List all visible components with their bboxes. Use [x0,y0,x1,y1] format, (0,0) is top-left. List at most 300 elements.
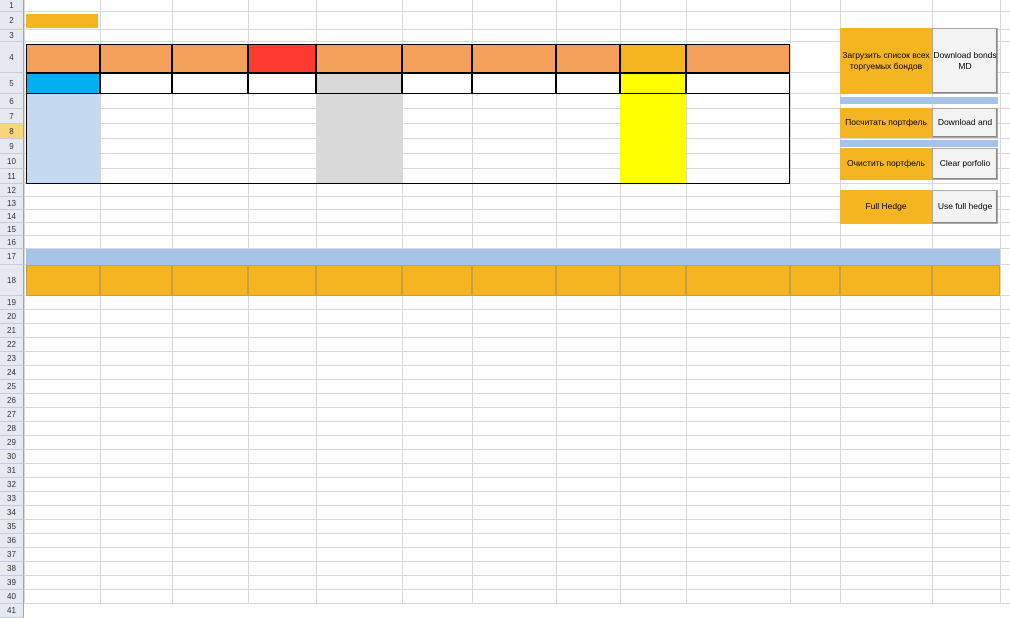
total-value-7[interactable] [620,73,686,94]
summary-cell-6[interactable] [556,94,620,109]
bond-cell[interactable] [100,464,172,478]
summary-cell-2[interactable] [248,109,316,124]
summary-cell-0[interactable] [100,139,172,154]
summary-cell-8[interactable] [686,169,790,184]
bond-cell[interactable] [686,450,790,464]
bond-cell[interactable] [402,450,472,464]
summary-cell-4[interactable] [402,124,472,139]
summary-cell-3[interactable] [316,124,402,139]
bond-cell[interactable] [790,380,840,394]
bond-cell[interactable] [932,492,1000,506]
bond-cell[interactable] [840,310,932,324]
bond-cell[interactable] [932,520,1000,534]
summary-cell-5[interactable] [472,139,556,154]
bond-cell[interactable] [790,520,840,534]
bond-cell[interactable] [248,338,316,352]
summary-cell-1[interactable] [172,169,248,184]
bond-cell[interactable] [172,380,248,394]
bond-cell[interactable] [472,492,556,506]
bond-cell[interactable] [556,506,620,520]
bond-cell[interactable] [248,310,316,324]
row-header[interactable]: 8 [0,124,24,139]
bond-cell[interactable] [248,366,316,380]
bond-cell[interactable] [472,310,556,324]
summary-cell-0[interactable] [100,94,172,109]
summary-cell-6[interactable] [556,169,620,184]
total-value-2[interactable] [248,73,316,94]
bond-cell[interactable] [840,492,932,506]
bond-cell[interactable] [248,352,316,366]
row-header[interactable]: 1 [0,0,24,12]
bond-cell[interactable] [620,324,686,338]
summary-cell-1[interactable] [172,124,248,139]
summary-cell-0[interactable] [100,124,172,139]
bond-cell[interactable] [686,478,790,492]
bond-cell[interactable] [100,408,172,422]
bond-cell[interactable] [402,478,472,492]
bond-cell[interactable] [402,520,472,534]
row-header[interactable]: 4 [0,42,24,73]
bond-cell[interactable] [248,534,316,548]
bond-cell[interactable] [686,492,790,506]
bond-isin[interactable] [26,548,100,562]
bond-cell[interactable] [402,352,472,366]
bond-cell[interactable] [316,380,402,394]
bond-cell[interactable] [620,422,686,436]
bond-cell[interactable] [100,506,172,520]
bond-cell[interactable] [840,394,932,408]
bond-cell[interactable] [100,394,172,408]
summary-cell-2[interactable] [248,154,316,169]
summary-cell-4[interactable] [402,139,472,154]
summary-cell-7[interactable] [620,124,686,139]
bond-cell[interactable] [100,338,172,352]
total-value-1[interactable] [172,73,248,94]
bond-cell[interactable] [620,492,686,506]
row-header[interactable]: 11 [0,169,24,184]
summary-cell-3[interactable] [316,94,402,109]
summary-cell-4[interactable] [402,109,472,124]
bond-cell[interactable] [556,492,620,506]
bond-cell[interactable] [402,464,472,478]
bond-cell[interactable] [248,548,316,562]
row-header[interactable]: 31 [0,464,24,478]
bond-cell[interactable] [472,408,556,422]
total-value-0[interactable] [100,73,172,94]
summary-cell-5[interactable] [472,94,556,109]
bond-cell[interactable] [172,492,248,506]
bond-cell[interactable] [472,506,556,520]
bond-cell[interactable] [172,310,248,324]
bond-cell[interactable] [620,352,686,366]
bond-cell[interactable] [472,436,556,450]
bond-cell[interactable] [790,422,840,436]
bond-cell[interactable] [840,478,932,492]
summary-cell-1[interactable] [172,94,248,109]
total-value-5[interactable] [472,73,556,94]
row-header[interactable]: 13 [0,197,24,210]
bond-cell[interactable] [248,380,316,394]
summary-cell-7[interactable] [620,94,686,109]
bond-cell[interactable] [316,492,402,506]
bond-isin[interactable] [26,422,100,436]
bond-cell[interactable] [100,366,172,380]
bond-cell[interactable] [316,338,402,352]
bond-isin[interactable] [26,394,100,408]
bond-cell[interactable] [316,464,402,478]
row-header[interactable]: 14 [0,210,24,223]
bond-cell[interactable] [790,352,840,366]
bond-cell[interactable] [686,436,790,450]
bond-cell[interactable] [790,450,840,464]
summary-cell-5[interactable] [472,169,556,184]
bond-cell[interactable] [620,450,686,464]
bond-cell[interactable] [316,408,402,422]
bond-cell[interactable] [556,310,620,324]
bond-cell[interactable] [686,310,790,324]
bond-cell[interactable] [172,352,248,366]
row-header[interactable]: 20 [0,310,24,324]
bond-cell[interactable] [556,534,620,548]
bond-cell[interactable] [790,478,840,492]
summary-cell-3[interactable] [316,109,402,124]
bond-cell[interactable] [402,380,472,394]
bond-cell[interactable] [620,408,686,422]
bond-cell[interactable] [840,366,932,380]
bond-cell[interactable] [472,534,556,548]
bond-cell[interactable] [402,506,472,520]
bond-isin[interactable] [26,338,100,352]
bond-cell[interactable] [472,422,556,436]
bond-isin[interactable] [26,520,100,534]
row-header[interactable]: 18 [0,265,24,296]
row-header[interactable]: 5 [0,73,24,94]
row-header[interactable]: 6 [0,94,24,109]
bond-cell[interactable] [932,338,1000,352]
row-header[interactable]: 34 [0,506,24,520]
bond-isin[interactable] [26,464,100,478]
summary-cell-6[interactable] [556,139,620,154]
summary-cell-6[interactable] [556,124,620,139]
summary-cell-3[interactable] [316,139,402,154]
bond-cell[interactable] [248,464,316,478]
bond-cell[interactable] [472,548,556,562]
bond-cell[interactable] [686,324,790,338]
bond-cell[interactable] [248,408,316,422]
bond-cell[interactable] [932,408,1000,422]
summary-cell-2[interactable] [248,139,316,154]
bond-cell[interactable] [100,548,172,562]
summary-cell-7[interactable] [620,139,686,154]
row-header[interactable]: 27 [0,408,24,422]
bond-cell[interactable] [402,310,472,324]
bond-cell[interactable] [556,408,620,422]
bond-cell[interactable] [100,352,172,366]
bond-cell[interactable] [472,464,556,478]
bond-cell[interactable] [316,436,402,450]
summary-cell-3[interactable] [316,169,402,184]
row-header[interactable]: 38 [0,562,24,576]
bond-cell[interactable] [172,450,248,464]
bond-cell[interactable] [172,422,248,436]
bond-cell[interactable] [172,436,248,450]
bond-cell[interactable] [248,478,316,492]
bond-cell[interactable] [402,534,472,548]
bond-isin[interactable] [26,506,100,520]
row-header[interactable]: 35 [0,520,24,534]
bond-cell[interactable] [932,548,1000,562]
bond-cell[interactable] [316,422,402,436]
bond-cell[interactable] [556,450,620,464]
summary-cell-1[interactable] [172,154,248,169]
bond-cell[interactable] [790,338,840,352]
bond-cell[interactable] [100,324,172,338]
bond-cell[interactable] [316,478,402,492]
bond-cell[interactable] [790,366,840,380]
bond-cell[interactable] [790,548,840,562]
bond-cell[interactable] [620,436,686,450]
bond-cell[interactable] [316,310,402,324]
bond-cell[interactable] [472,352,556,366]
bond-isin[interactable] [26,450,100,464]
bond-cell[interactable] [932,352,1000,366]
bond-cell[interactable] [172,338,248,352]
summary-cell-7[interactable] [620,169,686,184]
bond-isin[interactable] [26,324,100,338]
row-header[interactable]: 17 [0,249,24,265]
bond-cell[interactable] [840,380,932,394]
row-header[interactable]: 30 [0,450,24,464]
bond-cell[interactable] [620,464,686,478]
bond-isin[interactable] [26,492,100,506]
bond-cell[interactable] [932,506,1000,520]
bond-cell[interactable] [472,338,556,352]
row-header[interactable]: 24 [0,366,24,380]
summary-cell-8[interactable] [686,154,790,169]
bond-cell[interactable] [840,520,932,534]
bond-cell[interactable] [316,352,402,366]
bond-cell[interactable] [402,492,472,506]
bond-cell[interactable] [840,464,932,478]
bond-cell[interactable] [790,492,840,506]
bond-cell[interactable] [316,520,402,534]
bond-cell[interactable] [932,324,1000,338]
bond-cell[interactable] [620,394,686,408]
bond-isin[interactable] [26,352,100,366]
bond-cell[interactable] [840,422,932,436]
bond-cell[interactable] [172,520,248,534]
summary-cell-3[interactable] [316,154,402,169]
bond-cell[interactable] [556,366,620,380]
bond-isin[interactable] [26,478,100,492]
date-value[interactable] [100,14,172,28]
bond-cell[interactable] [172,548,248,562]
bond-cell[interactable] [840,436,932,450]
summary-cell-7[interactable] [620,109,686,124]
bond-isin[interactable] [26,380,100,394]
row-header[interactable]: 22 [0,338,24,352]
bond-cell[interactable] [402,394,472,408]
bond-cell[interactable] [472,366,556,380]
bond-cell[interactable] [100,520,172,534]
row-header[interactable]: 3 [0,30,24,42]
bond-cell[interactable] [932,380,1000,394]
bond-cell[interactable] [790,436,840,450]
row-header[interactable]: 12 [0,184,24,197]
bond-cell[interactable] [172,478,248,492]
bond-cell[interactable] [248,506,316,520]
bond-cell[interactable] [790,310,840,324]
total-value-8[interactable] [686,73,790,94]
summary-cell-2[interactable] [248,94,316,109]
bond-cell[interactable] [840,450,932,464]
bond-cell[interactable] [840,548,932,562]
bond-cell[interactable] [790,324,840,338]
bond-cell[interactable] [686,506,790,520]
bond-cell[interactable] [556,520,620,534]
bond-cell[interactable] [686,338,790,352]
bond-cell[interactable] [556,436,620,450]
row-header[interactable]: 2 [0,12,24,30]
summary-cell-8[interactable] [686,109,790,124]
bond-cell[interactable] [686,520,790,534]
bond-cell[interactable] [620,506,686,520]
bond-cell[interactable] [316,366,402,380]
row-header[interactable]: 26 [0,394,24,408]
bond-cell[interactable] [686,408,790,422]
bond-cell[interactable] [100,310,172,324]
bond-cell[interactable] [472,450,556,464]
bond-cell[interactable] [686,548,790,562]
total-value-4[interactable] [402,73,472,94]
summary-cell-7[interactable] [620,154,686,169]
bond-cell[interactable] [932,534,1000,548]
bond-cell[interactable] [556,338,620,352]
row-header[interactable]: 29 [0,436,24,450]
summary-cell-5[interactable] [472,109,556,124]
bond-cell[interactable] [248,436,316,450]
row-header[interactable]: 21 [0,324,24,338]
bond-cell[interactable] [556,422,620,436]
row-header[interactable]: 41 [0,604,24,618]
bond-cell[interactable] [790,464,840,478]
bond-cell[interactable] [172,324,248,338]
bond-cell[interactable] [620,520,686,534]
row-header[interactable]: 15 [0,223,24,236]
bond-cell[interactable] [686,352,790,366]
bond-cell[interactable] [932,478,1000,492]
row-header[interactable]: 25 [0,380,24,394]
summary-cell-5[interactable] [472,154,556,169]
bond-cell[interactable] [840,408,932,422]
summary-cell-0[interactable] [100,109,172,124]
bond-cell[interactable] [172,464,248,478]
bond-cell[interactable] [840,338,932,352]
bond-cell[interactable] [316,324,402,338]
bond-cell[interactable] [932,422,1000,436]
bond-cell[interactable] [172,506,248,520]
action-button-0[interactable]: Download bonds MD [932,28,998,94]
row-header[interactable]: 39 [0,576,24,590]
row-header[interactable]: 37 [0,548,24,562]
bond-cell[interactable] [556,380,620,394]
summary-cell-4[interactable] [402,94,472,109]
bond-cell[interactable] [932,464,1000,478]
bond-cell[interactable] [556,352,620,366]
bond-cell[interactable] [620,478,686,492]
bond-cell[interactable] [248,394,316,408]
bond-cell[interactable] [932,450,1000,464]
row-header[interactable]: 23 [0,352,24,366]
bond-cell[interactable] [316,506,402,520]
summary-cell-5[interactable] [472,124,556,139]
bond-cell[interactable] [620,338,686,352]
summary-cell-8[interactable] [686,94,790,109]
bond-cell[interactable] [100,436,172,450]
row-header[interactable]: 10 [0,154,24,169]
bond-cell[interactable] [402,548,472,562]
bond-cell[interactable] [172,408,248,422]
bond-cell[interactable] [100,450,172,464]
action-button-2[interactable]: Clear porfolio [932,148,998,180]
bond-cell[interactable] [620,548,686,562]
bond-cell[interactable] [248,492,316,506]
bond-cell[interactable] [402,422,472,436]
summary-cell-1[interactable] [172,109,248,124]
bond-cell[interactable] [686,366,790,380]
bond-isin[interactable] [26,534,100,548]
row-header[interactable]: 33 [0,492,24,506]
bond-cell[interactable] [686,394,790,408]
bond-cell[interactable] [402,324,472,338]
bond-cell[interactable] [316,548,402,562]
summary-cell-8[interactable] [686,124,790,139]
bond-cell[interactable] [172,366,248,380]
bond-cell[interactable] [790,506,840,520]
bond-isin[interactable] [26,408,100,422]
bond-cell[interactable] [620,366,686,380]
action-button-1[interactable]: Download and [932,108,998,138]
bond-cell[interactable] [840,506,932,520]
bond-cell[interactable] [472,394,556,408]
bond-cell[interactable] [932,394,1000,408]
bond-cell[interactable] [790,534,840,548]
bond-cell[interactable] [402,408,472,422]
row-header[interactable]: 40 [0,590,24,604]
total-value-3[interactable] [316,73,402,94]
bond-cell[interactable] [316,534,402,548]
bond-cell[interactable] [316,394,402,408]
bond-cell[interactable] [472,380,556,394]
bond-cell[interactable] [402,436,472,450]
bond-cell[interactable] [100,478,172,492]
summary-cell-4[interactable] [402,154,472,169]
bond-cell[interactable] [556,394,620,408]
bond-cell[interactable] [100,492,172,506]
row-header[interactable]: 16 [0,236,24,249]
bond-cell[interactable] [556,478,620,492]
bond-cell[interactable] [100,380,172,394]
bond-cell[interactable] [932,366,1000,380]
bond-cell[interactable] [556,464,620,478]
bond-cell[interactable] [840,324,932,338]
row-header[interactable]: 32 [0,478,24,492]
summary-cell-1[interactable] [172,139,248,154]
summary-cell-6[interactable] [556,154,620,169]
summary-cell-2[interactable] [248,169,316,184]
bond-cell[interactable] [620,534,686,548]
bond-isin[interactable] [26,366,100,380]
